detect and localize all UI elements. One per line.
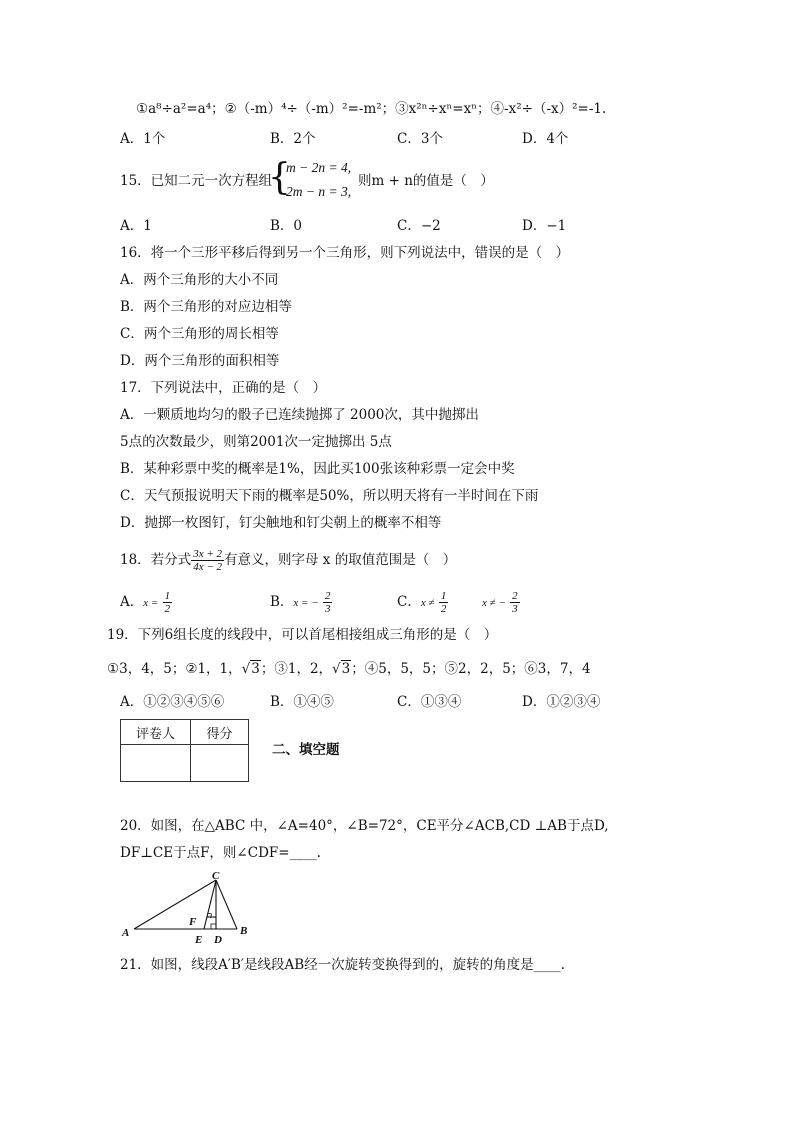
q15-prefix: 15．已知二元一次方程组 [120, 173, 273, 189]
q18-option-b-den: 3 [324, 603, 331, 615]
q18-option-b-label: B． [270, 594, 294, 610]
q17-option-a-line2: 5点的次数最少，则第2001次一定抛掷出 5点 [120, 434, 392, 450]
q18-stem [120, 548, 456, 573]
q19-radicand-2: 3 [341, 661, 351, 677]
q14-option-d: D．4个 [522, 131, 569, 147]
q18-option-a-den: 2 [164, 603, 171, 615]
q14-option-b: B．2个 [270, 131, 316, 147]
label-f: F [189, 916, 197, 928]
q19-stem: 19．下列6组长度的线段中，可以首尾相接组成三角形的是（ ） [107, 627, 498, 643]
q19-groups [107, 660, 591, 678]
q18-fraction-denominator: 4x − 2 [193, 561, 222, 573]
label-c: C [212, 870, 220, 882]
section-title: 二、填空题 [272, 742, 340, 758]
q19-groups-part3: ；④5，5，5；⑤2，2，5；⑥3，7，4 [351, 661, 591, 677]
q18-option-d [482, 590, 520, 615]
q18-option-d-den: 3 [512, 603, 518, 615]
q18-option-d-lhs: x ≠ − [482, 597, 506, 609]
label-d: D [214, 934, 222, 946]
q18-option-b-num: 2 [324, 590, 331, 602]
q21-line: 21．如图，线段A′B′是线段AB经一次旋转变换得到的，旋转的角度是____. [120, 957, 565, 973]
q17-stem: 17．下列说法中，正确的是（ ） [120, 380, 327, 396]
q18-option-a-num: 1 [164, 590, 171, 602]
q18-option-c [397, 590, 448, 615]
q15-equation-1: m − 2n = 4, [286, 160, 352, 175]
sqrt-symbol-1: √ [241, 661, 251, 677]
q18-option-a-label: A． [120, 594, 144, 610]
score-table-score-header: 得分 [191, 720, 249, 745]
q17-option-d: D．抛掷一枚图钉，钉尖触地和钉尖朝上的概率不相等 [120, 515, 442, 531]
q18-option-a [120, 590, 172, 615]
sqrt-symbol-2: √ [332, 661, 341, 677]
q19-option-c: C．①③④ [397, 694, 462, 710]
q15-option-a: A．1 [120, 218, 152, 234]
q16-stem: 16．将一个三形平移后得到另一个三角形，则下列说法中，错误的是（ ） [120, 245, 570, 261]
q18-fraction-numerator: 3x + 2 [193, 548, 222, 560]
label-a: A [122, 927, 130, 939]
q18-option-a-lhs: x = [143, 597, 159, 609]
q18-option-d-num: 2 [512, 590, 518, 602]
q18-prefix: 18．若分式 [120, 552, 192, 568]
q15-option-d: D．−1 [522, 218, 567, 234]
q19-option-a: A．①②③④⑤⑥ [120, 694, 225, 710]
q18-option-b [270, 590, 332, 615]
q18-suffix: 有意义，则字母 x 的取值范围是（ ） [224, 552, 457, 568]
label-b: B [240, 925, 248, 937]
q19-option-d: D．①②③④ [522, 694, 601, 710]
q18-fraction [191, 548, 224, 573]
segment-ce [204, 880, 216, 929]
q16-option-c: C．两个三角形的周长相等 [120, 326, 279, 342]
q18-option-b-fraction [323, 590, 333, 615]
score-table [120, 719, 249, 782]
q16-option-d: D．两个三角形的面积相等 [120, 353, 280, 369]
q17-option-c: C．天气预报说明天下雨的概率是50%，所以明天将有一半时间在下雨 [120, 488, 539, 504]
q20-line2: DF⊥CE于点F，则∠CDF=____. [120, 845, 321, 861]
q15-option-b: B．0 [270, 218, 303, 234]
q18-option-c-num: 1 [440, 590, 447, 602]
score-table-grader-header: 评卷人 [121, 720, 191, 745]
q18-option-c-den: 2 [440, 603, 447, 615]
q18-option-a-fraction [163, 590, 173, 615]
q18-option-c-fraction [439, 590, 449, 615]
q18-option-d-fraction [510, 590, 520, 615]
triangle-figure [118, 868, 258, 946]
q19-option-b: B．①④⑤ [270, 694, 334, 710]
q15-option-c: C．−2 [397, 218, 441, 234]
q19-groups-part1: ①3，4，5；②1，1， [107, 661, 242, 677]
side-bc [216, 880, 237, 929]
label-e: E [195, 934, 203, 946]
q19-groups-part2: ；③1，2， [260, 661, 333, 677]
side-ac [134, 880, 216, 929]
q16-option-a: A．两个三角形的大小不同 [120, 272, 279, 288]
score-table-score-cell[interactable] [191, 745, 249, 782]
q20-line1: 20．如图，在△ABC 中，∠A=40°，∠B=72°，CE平分∠ACB,CD ⊥AB于点D, [120, 818, 609, 834]
q18-option-c-label: C． [397, 594, 421, 610]
score-table-grader-cell[interactable] [121, 745, 191, 782]
q18-option-b-lhs: x = − [293, 597, 319, 609]
q14-option-a: A．1个 [120, 131, 166, 147]
q18-option-c-lhs: x ≠ [420, 597, 435, 609]
q16-option-b: B．两个三角形的对应边相等 [120, 299, 292, 315]
right-angle-mark-d [211, 924, 216, 929]
q14-statements: ①a⁸÷a²=a⁴；②（-m）⁴÷（-m）²=-m²；③x²ⁿ÷xⁿ=xⁿ；④-x²÷（-x）²=-1. [136, 101, 607, 117]
q17-option-b: B．某种彩票中奖的概率是1%，因此买100张该种彩票一定会中奖 [120, 461, 515, 477]
equation-system-brace: { [268, 157, 291, 198]
q19-radicand-1: 3 [251, 661, 260, 677]
q17-option-a-line1: A．一颗质地均匀的骰子已连续抛掷了 2000次，其中抛掷出 [120, 407, 479, 423]
q15-equation-2: 2m − n = 3, [286, 184, 352, 199]
q15-suffix: 则m + n的值是（ ） [358, 173, 494, 189]
q14-option-c: C．3个 [397, 131, 443, 147]
